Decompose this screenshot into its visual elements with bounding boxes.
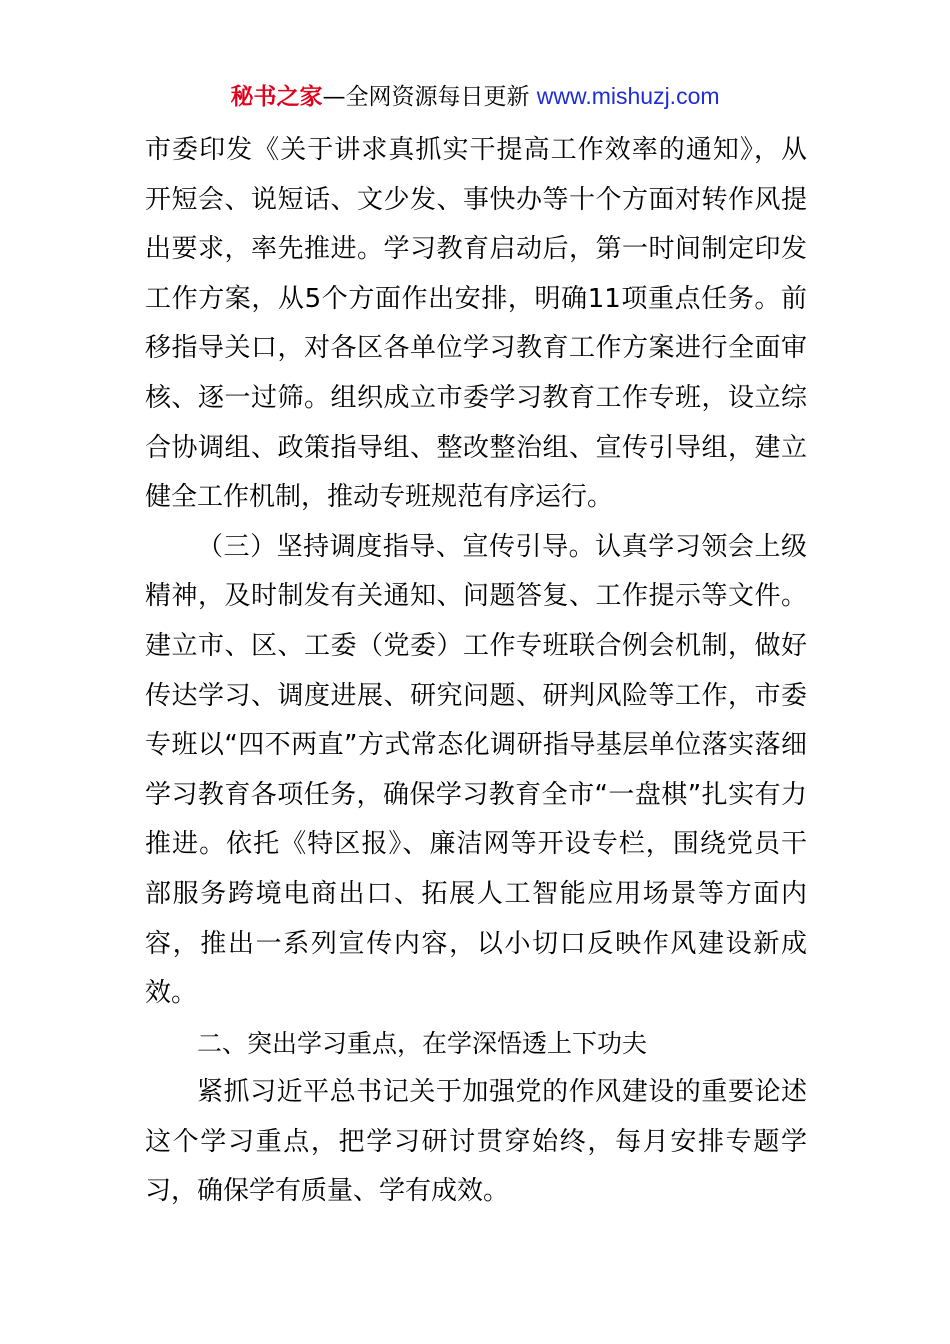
site-url: www.mishuzj.com [536,83,720,109]
site-brand: 秘书之家 [230,84,323,110]
paragraph-3: 紧抓习近平总书记关于加强党的作风建设的重要论述这个学习重点，把学习研讨贯穿始终，每月安排专题学习，确保学有质量、学有成效。 [145,1077,807,1207]
paragraph-1: 市委印发《关于讲求真抓实干提高工作效率的通知》，从开短会、说短话、文少发、事快办等十个方面对转作风提出要求，率先推进。学习教育启动后，第一时间制定印发工作方案，从5个方面作出安排，明确11项重点任务。前移指导关口，对各区各单位学习教育工作方案进行全面审核、逐一过筛。组织成立市委学习教育工作专班，设立综合协调组、政策指导组、整改整治组、宣传引导组，建立健全工作机制，推动专班规范有序运行。 [145,135,807,513]
site-tagline: —全网资源每日更新 [322,84,537,110]
document-body [145,126,807,1217]
paragraph-2: （三）坚持调度指导、宣传引导。认真学习领会上级精神，及时制发有关通知、问题答复、工作提示等文件。建立市、区、工委（党委）工作专班联合例会机制，做好传达学习、调度进展、研究问题、研判风险等工作，市委专班以“四不两直”方式常态化调研指导基层单位落实落细学习教育各项任务，确保学习教育全市“一盘棋”扎实有力推进。依托《特区报》、廉洁网等开设专栏，围绕党员干部服务跨境电商出口、拓展人工智能应用场景等方面内容，推出一系列宣传内容，以小切口反映作风建设新成效。 [145,531,807,1009]
site-header [0,78,950,115]
section-heading: 二、突出学习重点，在学深悟透上下功夫 [197,1028,648,1058]
